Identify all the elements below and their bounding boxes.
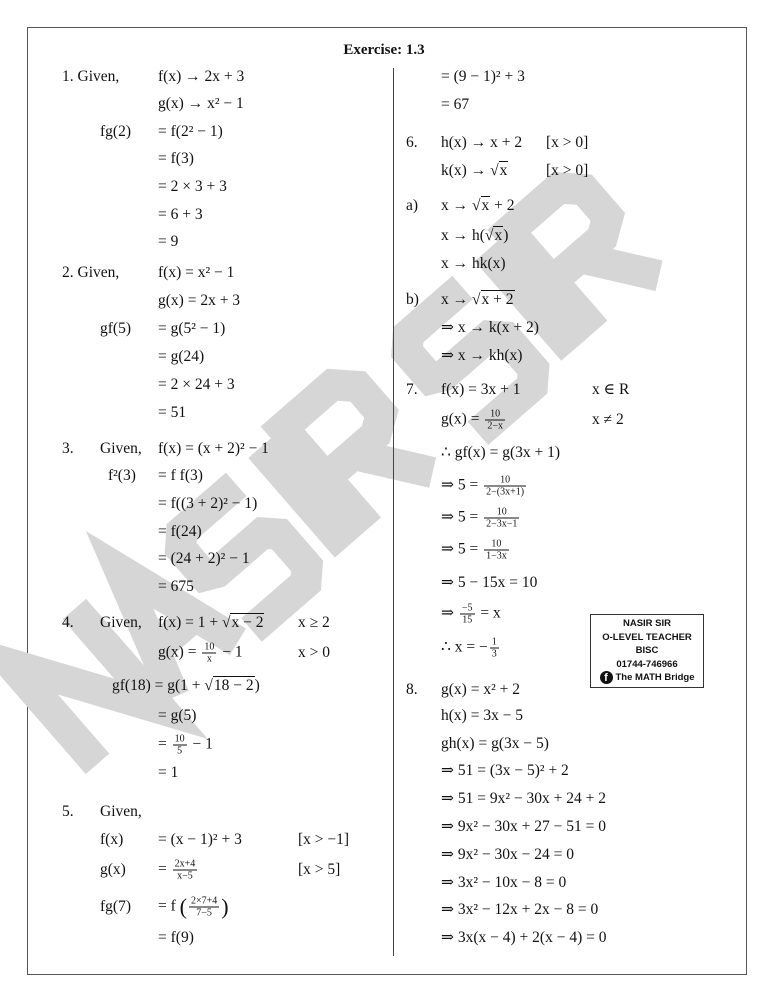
math-line-segment: ⇒ 9x² − 30x + 27 − 51 = 0 (441, 818, 606, 835)
math-line-segment: b) (406, 291, 419, 308)
card-facebook (591, 671, 703, 685)
math-line-segment: Given, (100, 614, 142, 631)
math-line-segment: [x > 0] (546, 162, 589, 179)
math-line-segment: = f f(3) (158, 467, 203, 484)
math-line-segment: = 1 (158, 764, 179, 781)
math-line-segment: = 51 (158, 404, 187, 421)
math-line-segment: = f(24) (158, 523, 202, 540)
math-line-segment: = 675 (158, 578, 194, 595)
square-root: √x − 2 (221, 614, 264, 631)
radicand: 18 − 2 (213, 677, 254, 694)
math-line-segment: g(x) = $\frac{10}{2-x}$ (441, 408, 503, 432)
math-line-segment: = (9 − 1)² + 3 (441, 68, 525, 85)
math-line-segment: = f(9) (158, 929, 194, 946)
math-line-segment: ⇒ x → k(x + 2) (441, 319, 539, 336)
math-line-segment: f²(3) (108, 467, 136, 484)
denominator: 5 (177, 745, 183, 757)
facebook-icon: f (600, 671, 613, 684)
math-line-segment: ∴ gf(x) = g(3x + 1) (441, 444, 561, 461)
numerator: 10 (484, 539, 509, 551)
math-line-segment: a) (406, 197, 419, 214)
radicand: x − 2 (231, 614, 264, 631)
math-line-segment: = f((3 + 2)² − 1) (158, 495, 258, 512)
math-line-segment: 8. (406, 681, 418, 698)
numerator: −5 (461, 602, 473, 614)
math-line-segment: ∴ x = − $\frac{1}{3}$ (441, 636, 497, 660)
math-line-segment: ⇒ $\frac{-5}{15}$ = x (441, 602, 501, 626)
math-line-segment: = f ( $\frac{2\times 7+4}{7-5}$ ) (158, 894, 229, 919)
numerator: 10 (485, 409, 505, 421)
math-line-segment: h(x) = 3x − 5 (441, 707, 524, 724)
math-line-segment: 3. (62, 440, 74, 457)
math-line-segment: x → √x + 2 (441, 291, 514, 308)
card-line: 01744-746966 (616, 658, 678, 670)
denominator: 3 (491, 648, 497, 660)
math-line-segment: x → hk(x) (441, 255, 506, 272)
math-line-segment: gf(18) = g(1 + √18 − 2) (112, 677, 260, 694)
math-line-segment: g(x) → x² − 1 (158, 95, 244, 112)
math-line-segment: ⇒ 3x² − 12x + 2x − 8 = 0 (441, 901, 599, 918)
math-line-segment: 7. (406, 381, 418, 398)
page-border (27, 27, 747, 975)
numerator: 10 (484, 475, 526, 487)
denominator: 2−3x−1 (486, 518, 518, 530)
math-line-segment: ⇒ 51 = 9x² − 30x + 24 + 2 (441, 790, 606, 807)
denominator: 2−(3x+1) (486, 486, 525, 498)
numerator: 10 (204, 641, 215, 653)
math-line-segment: g(x) = 2x + 3 (158, 292, 241, 309)
math-line-segment: Given, (100, 803, 142, 820)
math-line-segment: fg(7) (100, 898, 131, 915)
numerator: 2x+4 (174, 858, 196, 870)
card-line: BISC (635, 645, 659, 656)
fraction (484, 539, 509, 562)
math-line-segment: ⇒ 5 = $\frac{10}{2-(3x+1)}$ (441, 474, 525, 498)
math-line-segment: ⇒ x → kh(x) (441, 347, 523, 364)
radicand: x (481, 197, 490, 214)
radicand: x + 2 (481, 291, 514, 308)
fraction (485, 409, 505, 432)
math-line-segment: x → h(√x) (441, 227, 509, 244)
fraction (460, 603, 475, 626)
fraction (173, 734, 187, 757)
contact-card (590, 614, 704, 688)
square-root: √x (490, 162, 508, 179)
card-line: NASIR SIR (622, 618, 672, 629)
paren: ( (179, 894, 187, 919)
math-line-segment: [x > 5] (298, 861, 341, 878)
fraction (173, 859, 198, 882)
fraction (484, 507, 519, 530)
math-line-segment: g(x) = x² + 2 (441, 681, 520, 698)
math-line-segment: Given, (100, 440, 142, 457)
math-line-segment: = (24 + 2)² − 1 (158, 550, 250, 567)
denominator: 15 (462, 614, 473, 626)
math-line-segment: gh(x) = g(3x − 5) (441, 735, 549, 752)
math-line-segment: = $\frac{10}{5}$ − 1 (158, 733, 213, 757)
math-line-segment: fg(2) (100, 123, 131, 140)
math-line-segment: f(x) (100, 831, 124, 848)
square-root: √x (472, 197, 490, 214)
numerator: 2×7+4 (190, 895, 218, 907)
card-line: O-LEVEL TEACHER (602, 631, 692, 643)
math-line-segment: = g(5) (158, 707, 197, 724)
math-line-segment: f(x) = (x + 2)² − 1 (158, 440, 269, 457)
math-line-segment: = 2 × 3 + 3 (158, 178, 227, 195)
column-divider (393, 68, 394, 956)
math-line-segment: h(x) → x + 2 (441, 134, 523, 151)
math-line-segment: x → √x + 2 (441, 197, 515, 214)
square-root: √18 − 2 (204, 677, 254, 694)
numerator: 1 (491, 636, 497, 648)
math-line-segment: x ≠ 2 (592, 411, 624, 428)
square-root: √x (484, 227, 503, 244)
fraction (484, 475, 526, 498)
math-line-segment: x ∈ R (592, 381, 630, 398)
math-line-segment: = 2 × 24 + 3 (158, 376, 235, 393)
math-line-segment: ⇒ 3x(x − 4) + 2(x − 4) = 0 (441, 929, 607, 946)
math-line-segment: k(x) → √x (441, 162, 508, 179)
numerator: 10 (174, 733, 185, 745)
fraction (189, 896, 219, 919)
math-line-segment: ⇒ 5 = $\frac{10}{1-3x}$ (441, 538, 507, 562)
math-line-segment: f(x) = 1 + √x − 2 (158, 614, 264, 631)
math-line-segment: [x > 0] (546, 134, 589, 151)
math-line-segment: [x > −1] (298, 831, 350, 848)
radicand: x (494, 227, 503, 244)
math-line-segment: 4. (62, 614, 74, 631)
math-line-segment: = g(5² − 1) (158, 320, 226, 337)
denominator: 1−3x (486, 550, 507, 562)
math-line-segment: ⇒ 5 = $\frac{10}{2-3x-1}$ (441, 506, 518, 530)
math-line-segment: ⇒ 5 − 15x = 10 (441, 574, 538, 591)
denominator: x (206, 653, 212, 665)
denominator: x−5 (177, 870, 193, 882)
denominator: 2−x (487, 420, 503, 432)
math-line-segment: g(x) (100, 861, 126, 878)
math-line-segment: 5. (62, 803, 74, 820)
math-line-segment: 6. (406, 134, 418, 151)
denominator: 7−5 (196, 907, 212, 919)
math-line-segment: = 67 (441, 96, 470, 113)
numerator: 10 (484, 507, 519, 519)
math-line-segment: = 9 (158, 233, 179, 250)
math-line-segment: x > 0 (298, 644, 330, 661)
math-line-segment: ⇒ 51 = (3x − 5)² + 2 (441, 762, 569, 779)
math-line-segment: gf(5) (100, 320, 131, 337)
fraction (490, 637, 499, 660)
card-fb-text: The MATH Bridge (615, 672, 695, 684)
math-line-segment: 2. Given, (62, 264, 120, 281)
math-line-segment: = f(2² − 1) (158, 123, 223, 140)
math-line-segment: g(x) = $\frac{10}{x}$ − 1 (158, 641, 243, 665)
math-line-segment: ⇒ 9x² − 30x − 24 = 0 (441, 846, 574, 863)
math-line-segment: = 6 + 3 (158, 206, 203, 223)
math-line-segment: = g(24) (158, 348, 205, 365)
math-line-segment: x ≥ 2 (298, 614, 330, 631)
math-line-segment: 1. Given, (62, 68, 120, 85)
square-root: √x + 2 (472, 291, 514, 308)
math-line-segment: = f(3) (158, 150, 194, 167)
paren: ) (221, 894, 229, 919)
math-line-segment: f(x) = x² − 1 (158, 264, 235, 281)
page-title: Exercise: 1.3 (343, 42, 425, 58)
fraction (202, 642, 216, 665)
math-line-segment: = (x − 1)² + 3 (158, 831, 242, 848)
radicand: x (499, 162, 508, 179)
math-line-segment: = $\frac{2x+4}{x-5}$ (158, 858, 196, 882)
math-line-segment: f(x) → 2x + 3 (158, 68, 245, 85)
math-line-segment: f(x) = 3x + 1 (441, 381, 521, 398)
math-line-segment: ⇒ 3x² − 10x − 8 = 0 (441, 874, 567, 891)
